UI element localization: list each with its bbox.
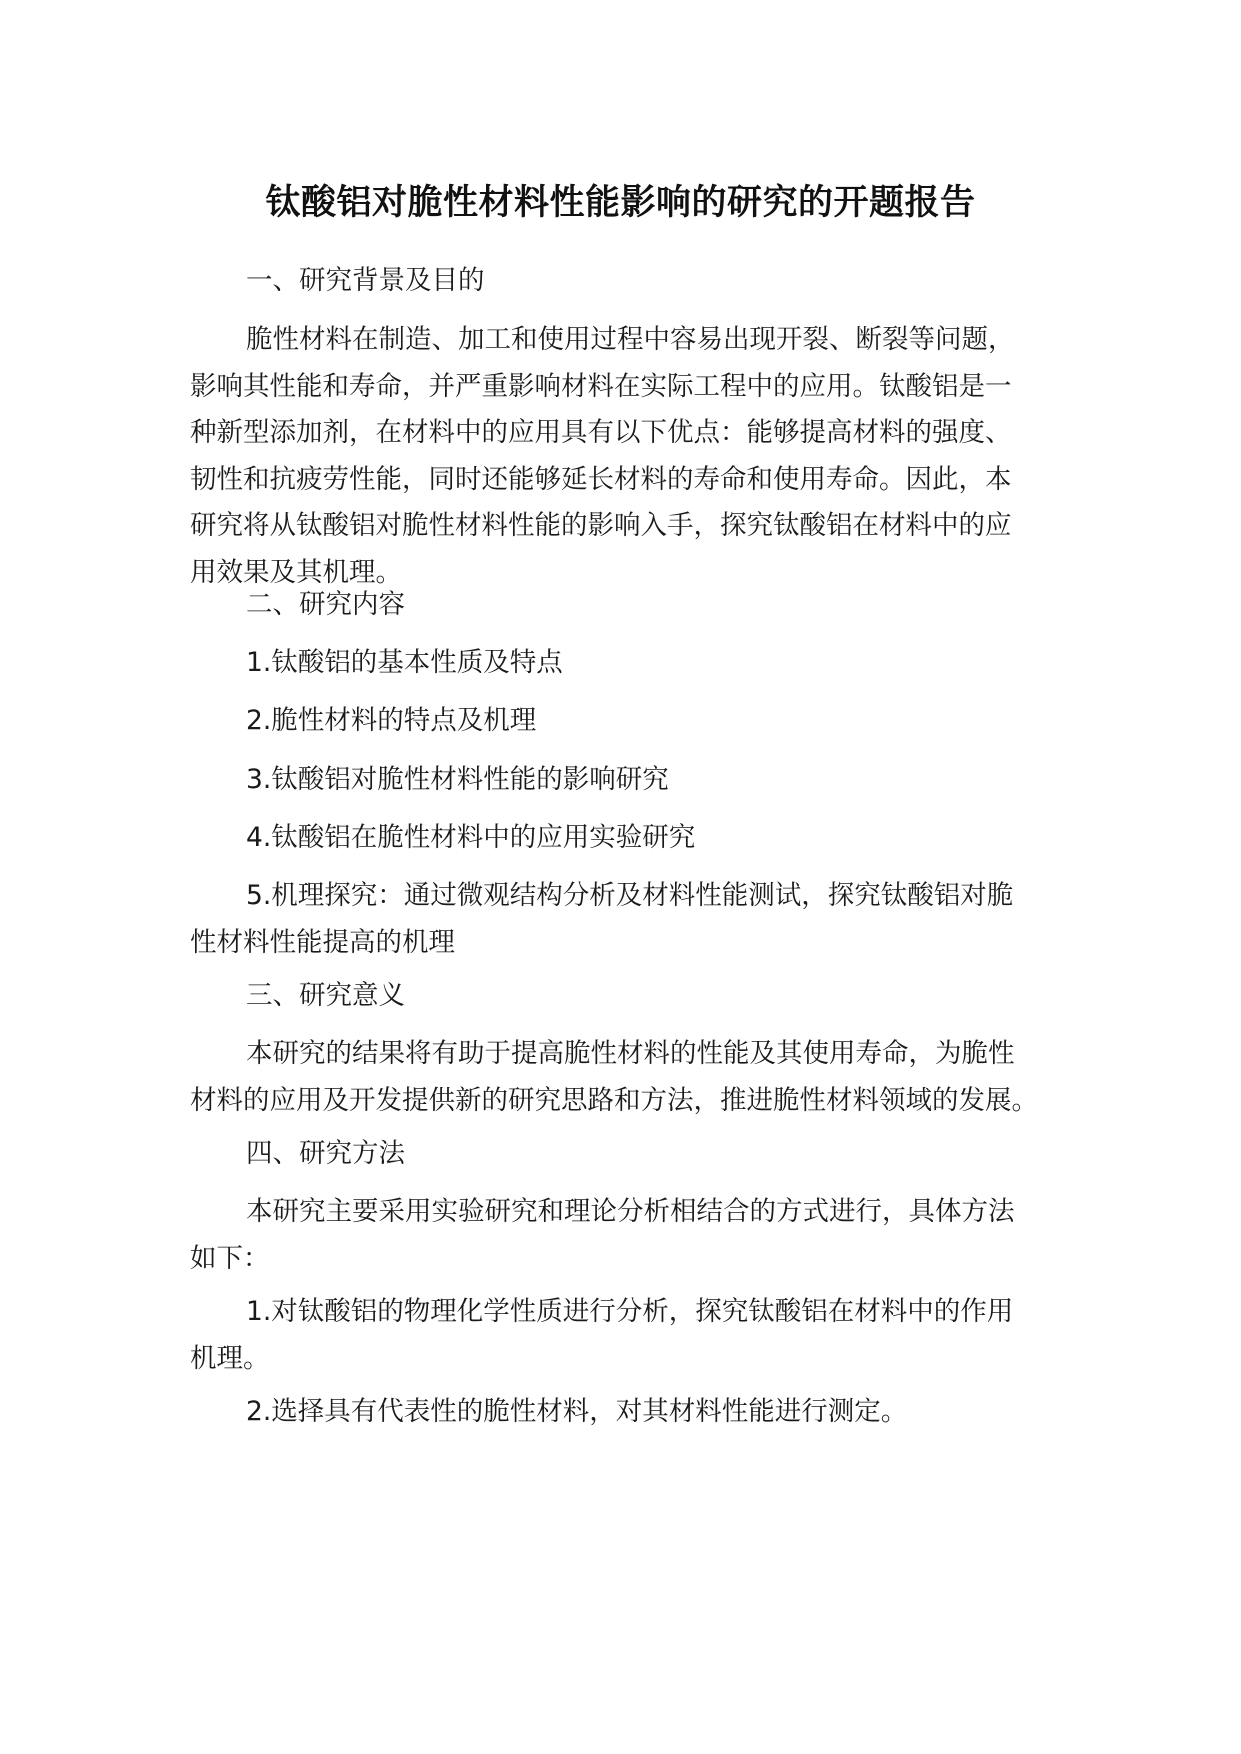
list-item-text: 5.机理探究：通过微观结构分析及材料性能测试，探究钛酸铝对脆 — [246, 880, 1014, 911]
section-1-paragraph — [190, 317, 1050, 596]
list-item-text: 4.钛酸铝在脆性材料中的应用实验研究 — [246, 822, 696, 853]
list-item-text: 3.钛酸铝对脆性材料性能的影响研究 — [246, 764, 669, 795]
list-item-text: 2.选择具有代表性的脆性材料，对其材料性能进行测定。 — [246, 1396, 908, 1427]
section-4-paragraph — [190, 1189, 1050, 1282]
section-heading-3 — [190, 973, 1050, 1020]
paragraph-line: 影响其性能和寿命，并严重影响材料在实际工程中的应用。钛酸铝是一 — [190, 370, 1012, 402]
list-item — [190, 1289, 1050, 1382]
paragraph-line: 种新型添加剂，在材料中的应用具有以下优点：能够提高材料的强度、 — [190, 417, 1012, 448]
paragraph-line: 如下： — [190, 1242, 270, 1274]
heading-text: 四、研究方法 — [246, 1138, 405, 1169]
paragraph-line: 用效果及其机理。 — [190, 556, 402, 588]
section-heading-1 — [190, 258, 1050, 305]
list-item — [190, 640, 1050, 687]
section-heading-2 — [190, 582, 1050, 629]
paragraph-line: 材料的应用及开发提供新的研究思路和方法，推进脆性材料领域的发展。 — [190, 1084, 1038, 1116]
list-item-text: 1.对钛酸铝的物理化学性质进行分析，探究钛酸铝在材料中的作用 — [246, 1296, 1014, 1327]
heading-text: 三、研究意义 — [246, 980, 405, 1011]
list-item-text: 2.脆性材料的特点及机理 — [246, 705, 537, 736]
heading-text: 二、研究内容 — [246, 589, 405, 620]
list-item — [190, 815, 1050, 862]
list-item — [190, 698, 1050, 745]
list-item — [190, 873, 1050, 966]
list-item — [190, 1389, 1050, 1436]
heading-text: 一、研究背景及目的 — [246, 265, 485, 296]
list-item — [190, 757, 1050, 804]
list-item-text: 1.钛酸铝的基本性质及特点 — [246, 647, 563, 678]
section-heading-4 — [190, 1131, 1050, 1178]
paragraph-line: 脆性材料在制造、加工和使用过程中容易出现开裂、断裂等问题， — [246, 324, 1015, 355]
paragraph-line: 本研究主要采用实验研究和理论分析相结合的方式进行，具体方法 — [246, 1196, 1015, 1227]
document-title: 钛酸铝对脆性材料性能影响的研究的开题报告 — [265, 183, 976, 223]
list-item-text: 机理。 — [190, 1342, 270, 1374]
paragraph-line: 本研究的结果将有助于提高脆性材料的性能及其使用寿命，为脆性 — [246, 1038, 1015, 1069]
section-3-paragraph — [190, 1031, 1050, 1124]
paragraph-line: 韧性和抗疲劳性能，同时还能够延长材料的寿命和使用寿命。因此，本 — [190, 463, 1012, 495]
list-item-text: 性材料性能提高的机理 — [190, 926, 455, 958]
paragraph-line: 研究将从钛酸铝对脆性材料性能的影响入手，探究钛酸铝在材料中的应 — [190, 510, 1012, 541]
